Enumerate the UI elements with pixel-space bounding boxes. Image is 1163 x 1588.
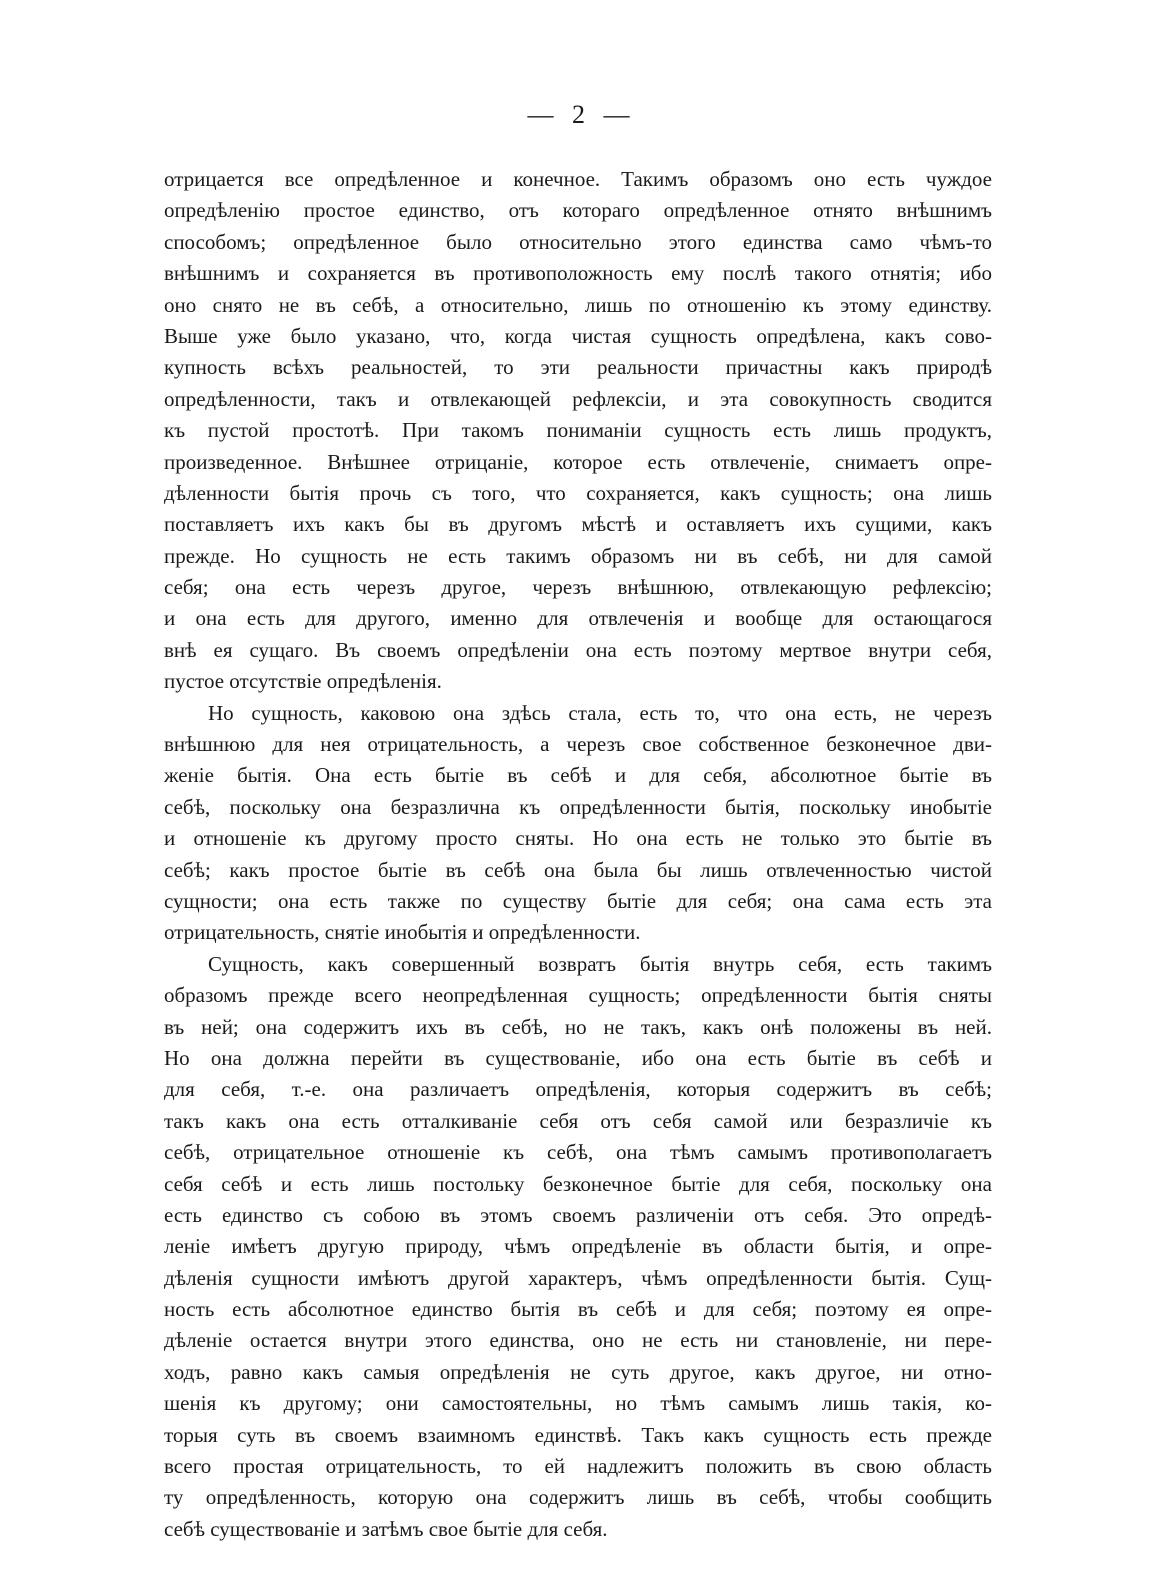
text-line: женіе бытія. Она есть бытіе въ себѣ и для себя, абсолютное бытіе въ [164, 763, 992, 788]
paragraph-2 [164, 698, 992, 949]
text-line: къ пустой простотѣ. При такомъ пониманіи сущность есть лишь продуктъ, [164, 418, 992, 443]
text-line: себѣ, отрицательное отношеніе къ себѣ, она тѣмъ самымъ противополагаетъ [164, 1140, 992, 1165]
text-line: себѣ; какъ простое бытіе въ себѣ она была бы лишь отвлеченностью чистой [164, 857, 992, 882]
text-line: есть единство съ собою въ этомъ своемъ различеніи отъ себя. Это опредѣ- [164, 1202, 992, 1227]
text-line: такъ какъ она есть отталкиваніе себя отъ себя самой или безразличіе къ [164, 1108, 992, 1133]
page-number: — 2 — [527, 100, 636, 129]
paragraph-1 [164, 164, 992, 698]
text-line: оно снято не въ себѣ, а относительно, лишь по отношенію къ этому единству. [164, 292, 992, 317]
text-line: внѣшнимъ и сохраняется въ противоположность ему послѣ такого отнятія; ибо [164, 261, 992, 286]
text-line: дѣленности бытія прочь съ того, что сохраняется, какъ сущность; она лишь [164, 480, 992, 505]
text-line: опредѣленію простое единство, отъ котораго опредѣленное отнято внѣшнимъ [164, 198, 992, 223]
text-line: себя себѣ и есть лишь постольку безконечное бытіе для себя, поскольку она [164, 1171, 992, 1196]
text-line: дѣленіе остается внутри этого единства, оно не есть ни становленіе, ни пере- [164, 1328, 992, 1353]
text-line: себя; она есть черезъ другое, черезъ внѣшнюю, отвлекающую рефлексію; [164, 575, 992, 600]
text-line: опредѣленности, такъ и отвлекающей рефлексіи, и эта совокупность сводится [164, 386, 992, 411]
text-line: купность всѣхъ реальностей, то эти реальности причастны какъ природѣ [164, 355, 992, 380]
text-line: прежде. Но сущность не есть такимъ образомъ ни въ себѣ, ни для самой [164, 543, 992, 568]
text-line: поставляетъ ихъ какъ бы въ другомъ мѣстѣ и оставляетъ ихъ сущими, какъ [164, 512, 992, 537]
text-line: Но сущность, каковою она здѣсь стала, есть то, что она есть, не черезъ [208, 700, 992, 725]
text-line: отрицается все опредѣленное и конечное. Такимъ образомъ оно есть чуждое [164, 167, 992, 191]
paragraph-3 [164, 949, 992, 1545]
text-line: образомъ прежде всего неопредѣленная сущность; опредѣленности бытія сняты [164, 983, 992, 1008]
text-line: Выше уже было указано, что, когда чистая сущность опредѣлена, какъ сово- [164, 323, 992, 348]
text-line: леніе имѣетъ другую природу, чѣмъ опредѣленіе въ области бытія, и опре- [164, 1234, 992, 1259]
text-line: произведенное. Внѣшнее отрицаніе, которое есть отвлеченіе, снимаетъ опре- [164, 449, 992, 474]
text-line: торыя суть въ своемъ взаимномъ единствѣ. Такъ какъ сущность есть прежде [164, 1422, 992, 1447]
text-line: внѣ ея сущаго. Въ своемъ опредѣленіи она есть поэтому мертвое внутри себя, [164, 637, 992, 662]
body-text [164, 164, 992, 1545]
text-line: дѣленія сущности имѣютъ другой характеръ, чѣмъ опредѣленности бытія. Сущ- [164, 1265, 992, 1290]
text-line: ность есть абсолютное единство бытія въ себѣ и для себя; поэтому ея опре- [164, 1297, 992, 1322]
text-line: для себя, т.-е. она различаетъ опредѣленія, которыя содержитъ въ себѣ; [164, 1077, 992, 1102]
text-line: всего простая отрицательность, то ей надлежитъ положить въ свою область [164, 1454, 992, 1479]
text-line: внѣшнюю для нея отрицательность, а черезъ свое собственное безконечное дви- [164, 732, 992, 757]
text-line: и отношеніе къ другому просто сняты. Но она есть не только это бытіе въ [164, 826, 992, 851]
text-line: шенія къ другому; они самостоятельны, но тѣмъ самымъ лишь такія, ко- [164, 1391, 992, 1416]
text-line: способомъ; опредѣленное было относительно этого единства само чѣмъ-то [164, 229, 992, 254]
text-line: ту опредѣленность, которую она содержитъ лишь въ себѣ, чтобы сообщить [164, 1485, 992, 1510]
text-line: въ ней; она содержитъ ихъ въ себѣ, но не такъ, какъ онѣ положены въ ней. [164, 1014, 992, 1039]
text-line: себѣ, поскольку она безразлична къ опредѣленности бытія, поскольку инобытіе [164, 794, 992, 819]
text-line: пустое отсутствіе опредѣленія. [164, 669, 442, 694]
text-line: себѣ существованіе и затѣмъ свое бытіе для себя. [164, 1516, 608, 1541]
text-line: Но она должна перейти въ существованіе, ибо она есть бытіе въ себѣ и [164, 1045, 992, 1070]
text-line: отрицательность, снятіе инобытія и опредѣленности. [164, 920, 641, 945]
text-line: ходъ, равно какъ самыя опредѣленія не суть другое, какъ другое, ни отно- [164, 1359, 992, 1384]
text-line: Сущность, какъ совершенный возвратъ бытія внутрь себя, есть такимъ [208, 951, 992, 976]
text-line: и она есть для другого, именно для отвлеченія и вообще для остающагося [164, 606, 992, 631]
text-line: сущности; она есть также по существу бытіе для себя; она сама есть эта [164, 888, 992, 913]
